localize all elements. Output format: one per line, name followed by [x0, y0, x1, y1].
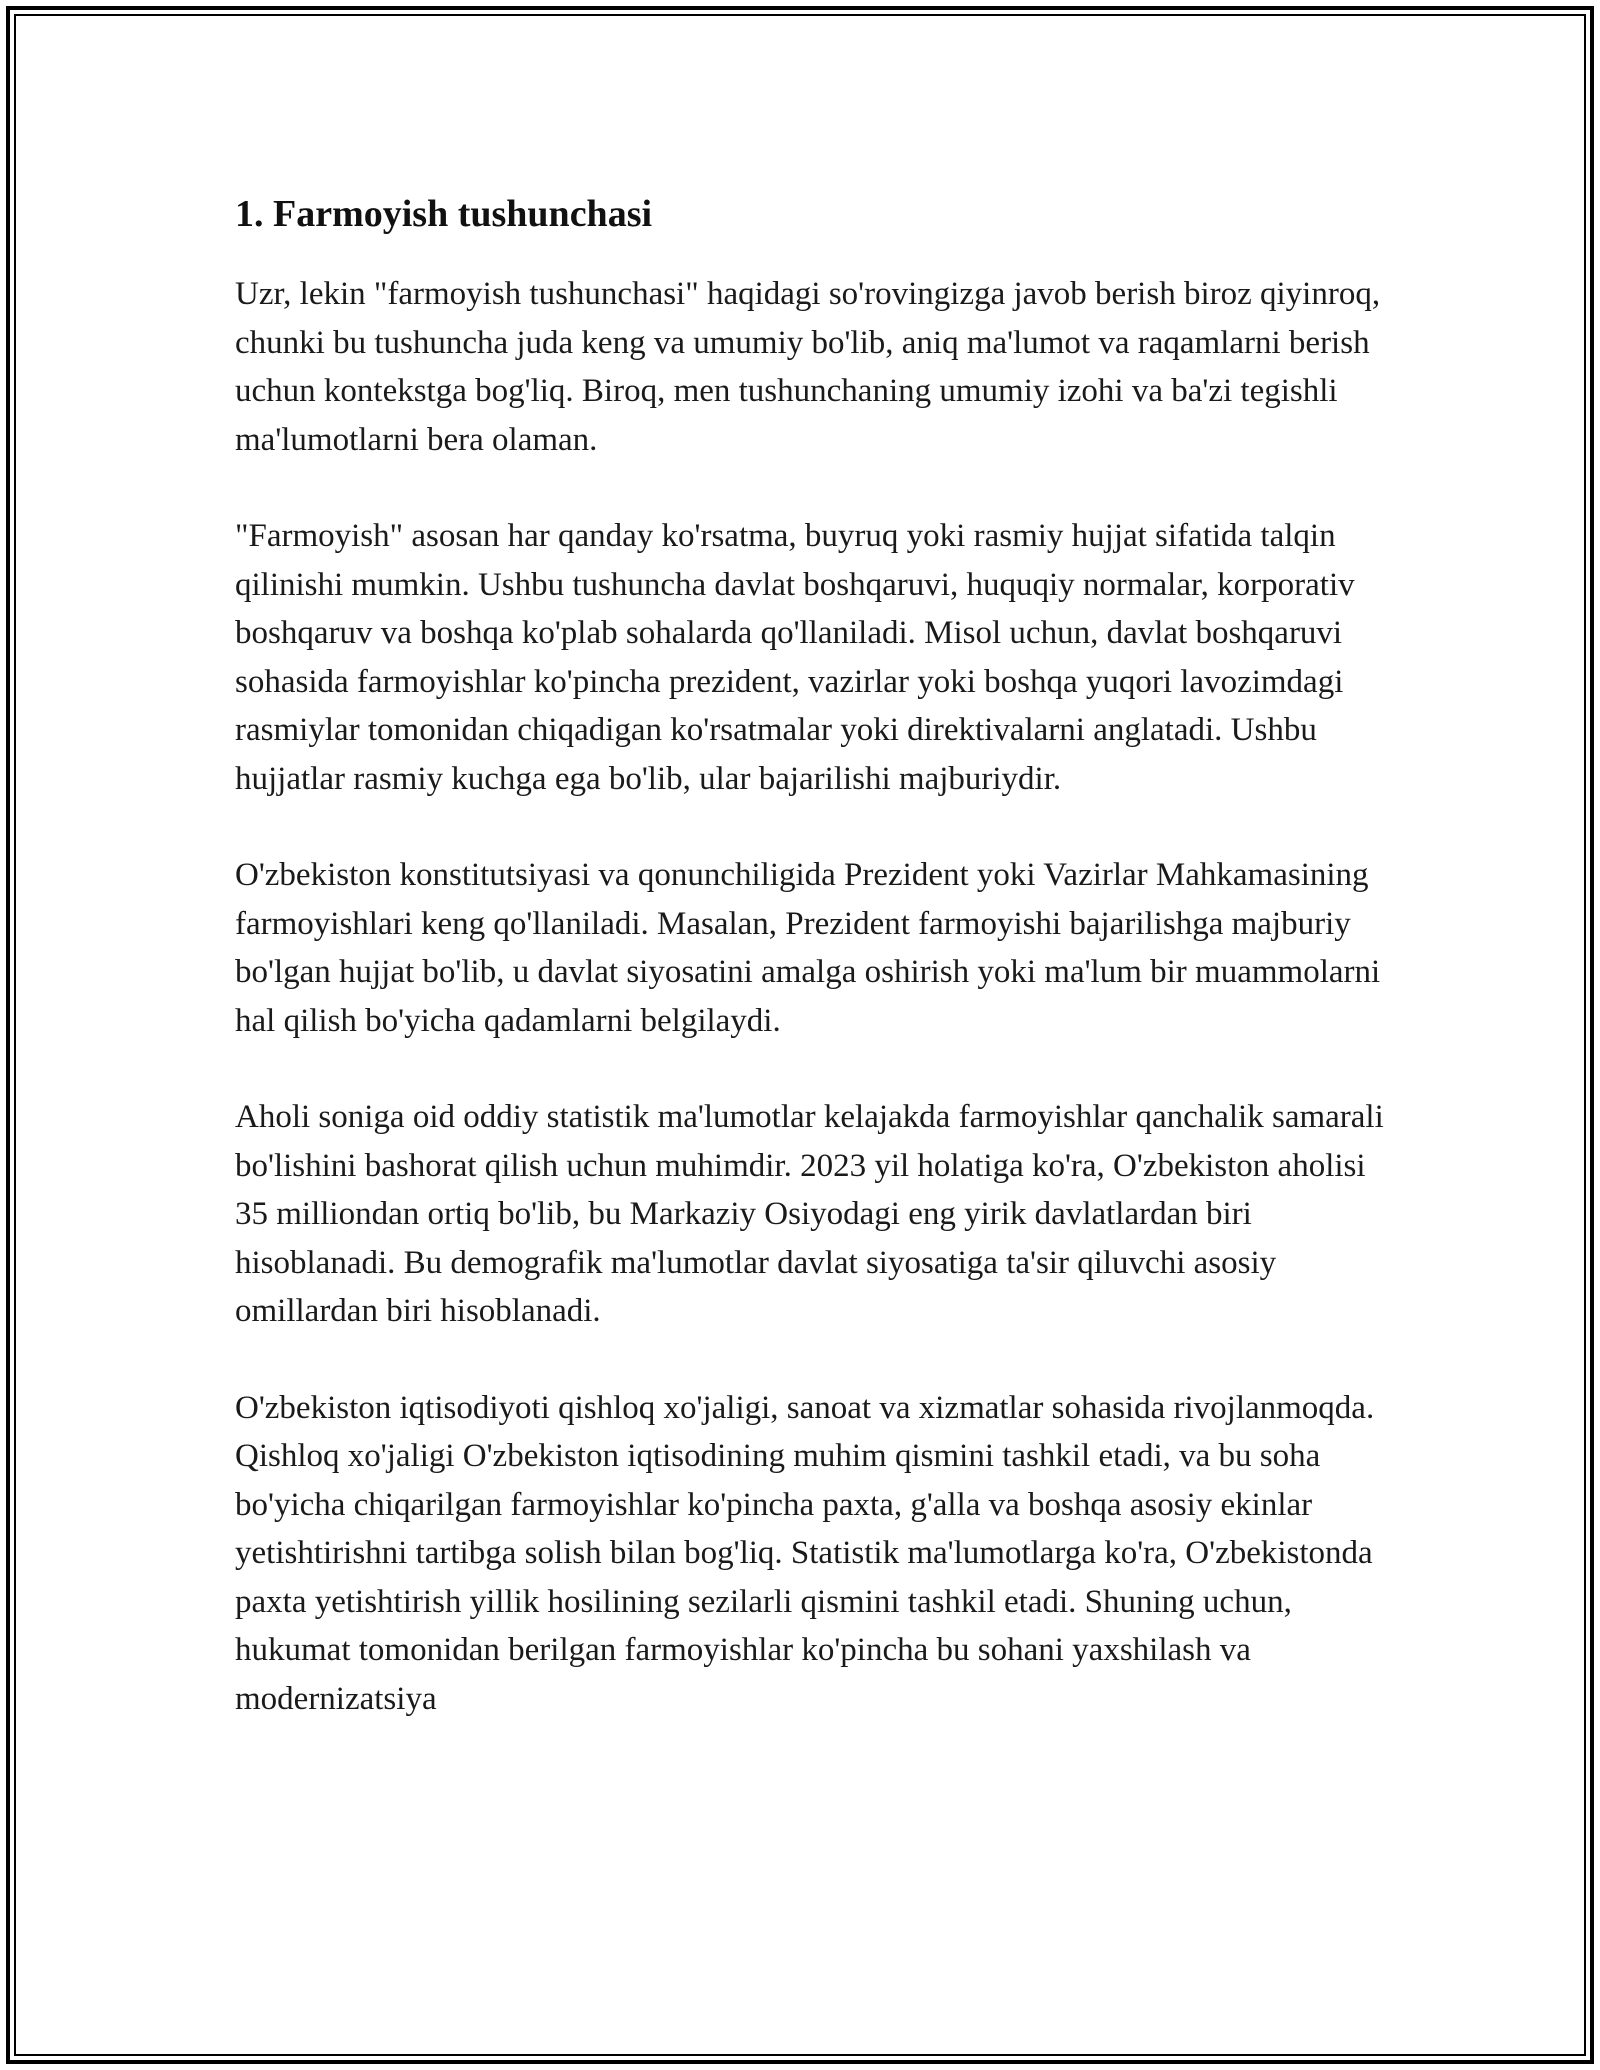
document-page — [235, 188, 1385, 1723]
paragraph-4: Aholi soniga oid oddiy statistik ma'lumotlar kelajakda farmoyishlar qanchalik samarali bo'lishini bashorat qilish uchun muhimdir. 2023 yil holatiga ko'ra, O'zbekiston aholisi 35 milliondan ortiq bo'lib, bu Markaziy Osiyodagi eng yirik davlatlardan biri hisoblanadi. Bu demografik ma'lumotlar davlat siyosatiga ta'sir qiluvchi asosiy omillardan biri hisoblanadi. — [235, 1099, 1384, 1329]
paragraph-2: "Farmoyish" asosan har qanday ko'rsatma, buyruq yoki rasmiy hujjat sifatida talqin qilinishi mumkin. Ushbu tushuncha davlat boshqaruvi, huquqiy normalar, korporativ boshqaruv va boshqa ko'plab sohalarda qo'llaniladi. Misol uchun, davlat boshqaruvi sohasida farmoyishlar ko'pincha prezident, vazirlar yoki boshqa yuqori lavozimdagi rasmiylar tomonidan chiqadigan ko'rsatmalar yoki direktivalarni anglatadi. Ushbu hujjatlar rasmiy kuchga ega bo'lib, ular bajarilishi majburiydir. — [235, 518, 1355, 797]
paragraph-3: O'zbekiston konstitutsiyasi va qonunchiligida Prezident yoki Vazirlar Mahkamasining farmoyishlari keng qo'llaniladi. Masalan, Prezident farmoyishi bajarilishga majburiy bo'lgan hujjat bo'lib, u davlat siyosatini amalga oshirish yoki ma'lum bir muammolarni hal qilish bo'yicha qadamlarni belgilaydi. — [235, 857, 1381, 1039]
section-heading: 1. Farmoyish tushunchasi — [235, 193, 653, 235]
paragraph-5: O'zbekiston iqtisodiyoti qishloq xo'jaligi, sanoat va xizmatlar sohasida rivojlanmoqda. Qishloq xo'jaligi O'zbekiston iqtisodining muhim qismini tashkil etadi, va bu soha bo'yicha chiqarilgan farmoyishlar ko'pincha paxta, g'alla va boshqa asosiy ekinlar yetishtirishni tartibga solish bilan bog'liq. Statistik ma'lumotlarga ko'ra, O'zbekistonda paxta yetishtirish yillik hosilining sezilarli qismini tashkil etadi. Shuning uchun, hukumat tomonidan berilgan farmoyishlar ko'pincha bu sohani yaxshilash va modernizatsiya — [235, 1389, 1375, 1717]
paragraph-1: Uzr, lekin "farmoyish tushunchasi" haqidagi so'rovingizga javob berish biroz qiyinroq, chunki bu tushuncha juda keng va umumiy bo'lib, aniq ma'lumot va raqamlarni berish uchun kontekstga bog'liq. Biroq, men tushunchaning umumiy izohi va ba'zi tegishli ma'lumotlarni bera olaman. — [235, 276, 1381, 458]
